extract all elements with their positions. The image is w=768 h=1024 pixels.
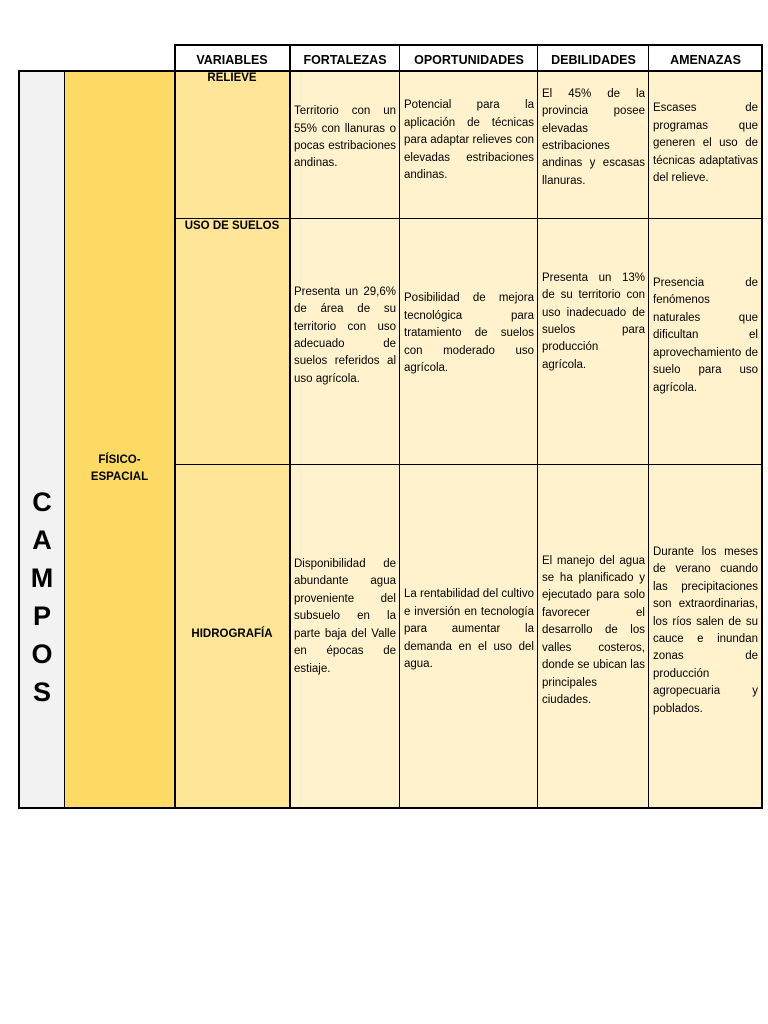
cell-text: Presenta un 29,6% de área de su territorio con uso adecuado de suelos referidos al uso agrícola. [294, 285, 396, 385]
cell-relieve-fortalezas [290, 86, 400, 190]
cell-suelos-fortalezas [290, 280, 400, 392]
header-amenazas: AMENAZAS [670, 53, 741, 67]
cell-text: Escases de programas que generen el uso de técnicas adaptativas del relieve. [653, 102, 758, 185]
grid-line [174, 464, 762, 465]
campos-letter: A [32, 525, 52, 555]
cell-hidrografia-oportunidades [400, 584, 538, 676]
grid-line [174, 218, 762, 219]
variable-uso-de-suelos: USO DE SUELOS [184, 220, 280, 232]
cell-relieve-oportunidades [400, 95, 538, 187]
header-fortalezas: FORTALEZAS [303, 53, 387, 67]
cell-relieve-amenazas [649, 92, 762, 196]
cell-text: Presenta un 13% de su territorio con uso inadecuado de suelos para producción agrícola. [542, 271, 645, 371]
grid-line [648, 44, 649, 809]
campos-letter: P [32, 601, 51, 631]
grid-line [18, 70, 20, 809]
campos-letter: O [31, 639, 53, 669]
grid-line [64, 70, 65, 809]
variable-relieve: RELIEVE [207, 72, 257, 84]
cell-text: Potencial para la aplicación de técnicas para adaptar relieves con elevadas estribaciones andinas. [404, 99, 534, 182]
variable-hidrografia: HIDROGRAFÍA [191, 628, 273, 640]
cell-text: La rentabilidad del cultivo e inversión en tecnología para aumentar la demanda en el uso del agua. [404, 588, 534, 671]
variables-column [174, 71, 290, 808]
campos-letter: S [32, 677, 51, 707]
cell-text: Posibilidad de mejora tecnológica para tratamiento de suelos con moderado uso agrícola. [404, 292, 534, 375]
header-oportunidades: OPORTUNIDADES [414, 53, 524, 67]
cell-relieve-debilidades [538, 84, 649, 192]
cell-suelos-amenazas [649, 273, 762, 399]
campos-label [19, 483, 65, 711]
cell-text: Territorio con un 55% con llanuras o pocas estribaciones andinas. [294, 105, 396, 170]
cell-hidrografia-fortalezas [290, 553, 400, 681]
grid-line [18, 807, 763, 809]
cell-text: Presencia de fenómenos naturales que dificultan el aprovechamiento de suelo para uso agrícola. [653, 277, 758, 394]
field-column [65, 71, 174, 808]
header-variables: VARIABLES [196, 53, 268, 67]
grid-line [761, 44, 763, 809]
cell-suelos-debilidades [538, 259, 649, 385]
grid-line [19, 70, 762, 72]
grid-line [289, 44, 291, 809]
cell-hidrografia-amenazas [649, 524, 762, 738]
cell-text: Disponibilidad de abundante agua proveniente del subsuelo en la parte baja del Valle en épocas de estiaje. [294, 558, 396, 675]
cell-hidrografia-debilidades [538, 541, 649, 721]
grid-line [399, 44, 400, 809]
campos-letter: M [30, 563, 54, 593]
cell-text: Durante los meses de verano cuando las precipitaciones son extraordinarias, los ríos salen de su cauce e inundan zonas de producción agropecuaria y poblados. [653, 545, 758, 715]
grid-line [537, 44, 538, 809]
field-label: FÍSICO- ESPACIAL [90, 454, 149, 483]
cell-text: El manejo del agua se ha planificado y ejecutado para solo favorecer el desarrollo de los valles costeros, donde se ubican las principales ciudades. [542, 554, 645, 706]
campos-letter: C [32, 487, 52, 517]
grid-line [174, 44, 176, 809]
cell-suelos-oportunidades [400, 288, 538, 380]
cell-text: El 45% de la provincia posee elevadas estribaciones andinas y escasas llanuras. [542, 87, 645, 187]
header-debilidades: DEBILIDADES [551, 53, 636, 67]
grid-line [174, 44, 762, 46]
